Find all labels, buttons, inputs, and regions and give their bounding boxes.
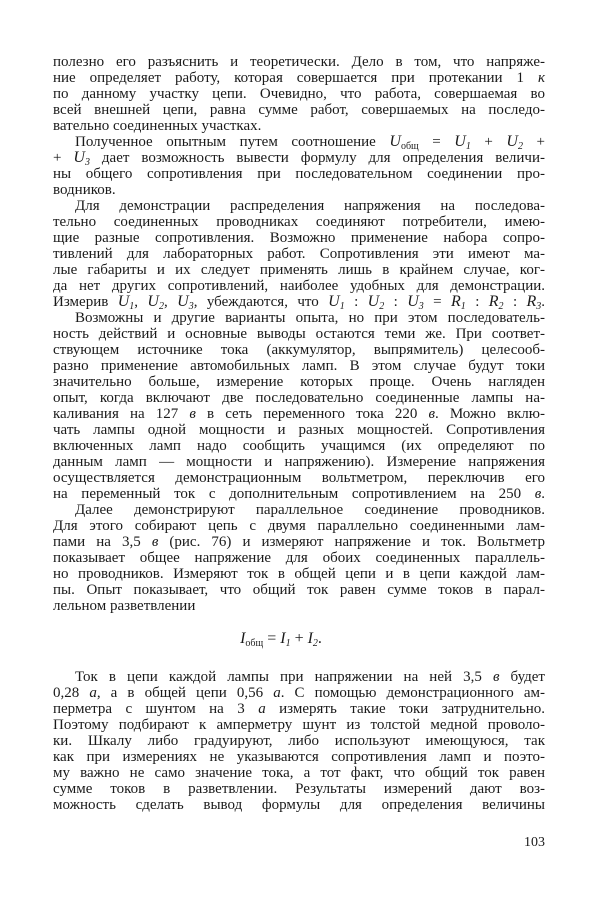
- text-line: ние определяет работу, которая совершается при протекании 1 к: [53, 70, 545, 86]
- text-line: на переменный ток с дополнительным сопротивлением на 250 в.: [53, 486, 545, 502]
- math-symbol: U: [117, 293, 130, 310]
- math-subscript: 3: [188, 301, 194, 312]
- text-line: разно применение автомобильных ламп. В этом случае будут токи: [53, 358, 545, 374]
- text-line: Возможны и другие варианты опыта, но при этом последователь-: [75, 310, 545, 326]
- paragraph: [53, 310, 545, 502]
- text-line: осуществляется демонстрационным вольтметром, переключив его: [53, 470, 545, 486]
- text-line: чать лампы одной мощности и разных мощностей. Сопротивления: [53, 422, 545, 438]
- math-subscript: 1: [465, 141, 471, 152]
- math-symbol: R: [526, 293, 537, 310]
- text-line: 0,28 а, а в общей цепи 0,56 а. С помощью демонстрационного ам-: [53, 685, 545, 701]
- italic-unit: а: [273, 685, 281, 701]
- text-line: Полученное опытным путем соотношение $U_{общ} = U_1 + U_2$ +: [75, 133, 545, 152]
- text-line: ность действий и основные выводы остаются теми же. При соответ-: [53, 326, 545, 342]
- math-symbol: R: [488, 293, 499, 310]
- italic-unit: а: [89, 685, 97, 701]
- math-subscript: 1: [285, 638, 291, 649]
- math-symbol: R: [451, 293, 461, 310]
- math-symbol: U: [177, 293, 189, 310]
- text-line: по данному участку цепи. Очевидно, что работа, совершаемая во: [53, 86, 545, 102]
- text-line: + $U_3$ дает возможность вывести формулу для определения величи-: [53, 149, 545, 168]
- text-line: включенных ламп надо сообщить учащимся (их определяют по: [53, 438, 545, 454]
- text-line: каливания на 127 в в сеть переменного тока 220 в. Можно вклю-: [53, 406, 545, 422]
- math-symbol: U: [367, 293, 380, 310]
- math-symbol: U: [454, 133, 466, 150]
- text-line: опыт, когда включают две последовательно соединенные лампы на-: [53, 390, 545, 406]
- math-subscript: 2: [312, 638, 318, 649]
- text-line: но проводников. Измеряют ток в общей цепи и в цепи каждой лам-: [53, 566, 545, 582]
- text-line: сумме токов в разветвлении. Результаты измерений дают воз-: [53, 781, 545, 797]
- text-line: ны общего сопротивления при последовательном соединении про-: [53, 166, 545, 182]
- paragraph: [53, 502, 545, 614]
- italic-unit: а: [258, 701, 266, 717]
- math-symbol: U: [147, 293, 159, 310]
- text-line: да нет других сопротивлений, наиболее удобных для демонстрации.: [53, 278, 545, 294]
- italic-unit: к: [537, 70, 545, 86]
- text-line: полезно его разъяснить и теоретически. Дело в том, что напряже-: [53, 54, 545, 70]
- paragraph: [53, 198, 545, 310]
- paragraph: [53, 54, 545, 134]
- math-subscript: 1: [460, 301, 466, 312]
- text-line: показывает общее напряжение для обоих соединенных параллель-: [53, 550, 545, 566]
- text-line: ствующем источнике тока (аккумулятор, выпрямитель) целесооб-: [53, 342, 545, 358]
- math-symbol: U: [389, 133, 401, 150]
- text-line: Для этого собирают цепь с двумя параллельно соединенными лам-: [53, 518, 545, 534]
- text-line: данным ламп — мощности и напряжению). Измерение напряжения: [53, 454, 545, 470]
- math-symbol: U: [328, 293, 340, 310]
- math-subscript: 1: [339, 301, 345, 312]
- text-line: пы. Опыт показывает, что общий ток равен сумме токов в парал-: [53, 582, 545, 598]
- italic-unit: в: [428, 406, 435, 422]
- text-line: как при измерениях не указываются сопротивления ламп и поэто-: [53, 749, 545, 765]
- text-line: лые габариты и их следует применять лишь в крайнем случае, ког-: [53, 262, 545, 278]
- text-line: Для демонстрации распределения напряжения на последова-: [75, 198, 545, 214]
- math-subscript: 3: [418, 301, 424, 312]
- text-line: перметра с шунтом на 3 а измерять такие токи затруднительно.: [53, 701, 545, 717]
- text-line: тельно соединенных проводниках соединяют потребители, имею-: [53, 214, 545, 230]
- math-subscript: 3: [536, 301, 542, 312]
- math-subscript: общ: [400, 141, 419, 152]
- math-symbol: I: [280, 630, 286, 647]
- math-subscript: 2: [517, 141, 523, 152]
- text-line: лельном разветвлении: [53, 598, 196, 614]
- text-line: Ток в цепи каждой лампы при напряжении на ней 3,5 в будет: [75, 669, 545, 685]
- math-symbol: I: [240, 630, 246, 647]
- math-subscript: 2: [498, 301, 504, 312]
- text-line: можность сделать вывод формулы для определения величины: [53, 797, 545, 813]
- italic-unit: в: [534, 486, 542, 502]
- text-line: всей внешней цепи, равна сумме работ, совершаемых на последо-: [53, 102, 545, 118]
- text-line: значительно больше, измерение которых проще. Очень нагляден: [53, 374, 545, 390]
- paragraph: [53, 134, 545, 198]
- text-line: вательно соединенных участках.: [53, 118, 262, 134]
- math-subscript: 1: [129, 301, 135, 312]
- text-line: щие разные сопротивления. Возможно применение набора сопро-: [53, 230, 545, 246]
- formula: $I_{общ} = I1 + I2$.: [240, 630, 322, 649]
- math-symbol: I: [307, 630, 313, 647]
- math-subscript: 3: [84, 157, 90, 168]
- italic-unit: в: [492, 669, 500, 685]
- math-subscript: 2: [158, 301, 164, 312]
- text-line: ки. Шкалу либо градуируют, либо используют имеющуюся, так: [53, 733, 545, 749]
- text-line: Далее демонстрируют параллельное соединение проводников.: [75, 502, 545, 518]
- text-line: водников.: [53, 182, 116, 198]
- math-subscript: 2: [379, 301, 385, 312]
- text-line: тивлений для лабораторных работ. Сопротивления эти имеют ма-: [53, 246, 545, 262]
- text-line: пами на 3,5 в (рис. 76) и измеряют напряжение и ток. Вольтметр: [53, 534, 546, 550]
- text-line: му важно не само значение тока, а тот факт, что общий ток равен: [53, 765, 545, 781]
- paragraph: [53, 669, 545, 813]
- math-symbol: U: [407, 293, 419, 310]
- math-subscript: общ: [245, 638, 264, 649]
- math-symbol: U: [506, 133, 518, 150]
- italic-unit: в: [151, 534, 159, 550]
- page-number: 103: [524, 835, 545, 850]
- italic-unit: в: [189, 406, 196, 422]
- page-body-text: [53, 54, 545, 813]
- text-line: Измерив $U_1$, $U_2$, $U_3$, убеждаются, что $U_1$ : $U_2$ : $U_3 = R_1$ : $R_2$ : $R_3$.: [53, 293, 546, 312]
- math-symbol: U: [73, 149, 85, 166]
- text-line: Поэтому подбирают к амперметру шунт из толстой медной проволо-: [53, 717, 545, 733]
